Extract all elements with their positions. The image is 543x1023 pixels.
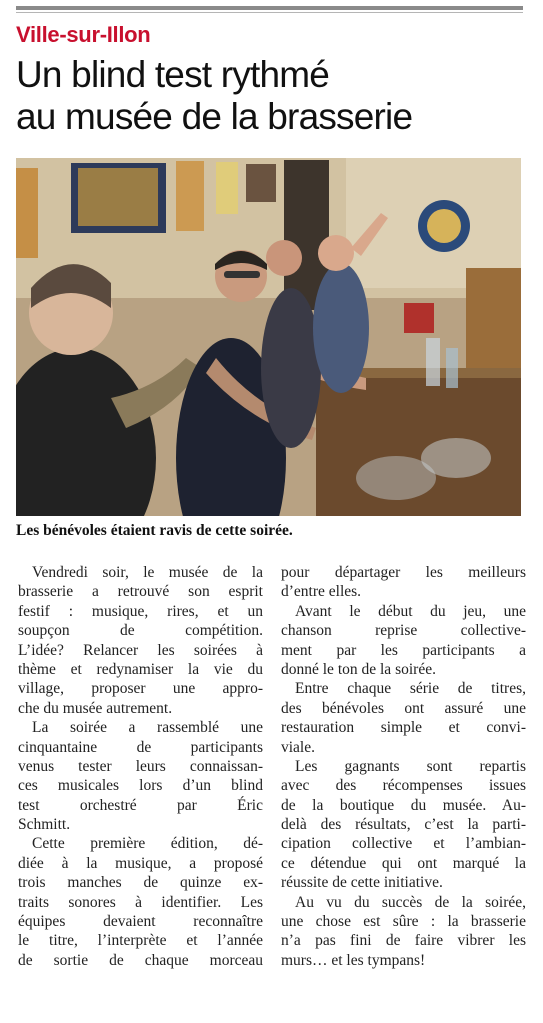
body-line: restauration simple et convi-	[281, 719, 526, 737]
body-line: d’entre elles.	[281, 583, 362, 601]
body-line: ces musicales lors d’un blind	[18, 777, 263, 795]
body-line: L’idée? Relancer les soirées à	[18, 641, 263, 659]
body-line: cipation collective et l’ambian-	[281, 835, 526, 853]
body-line: diée à la musique, a proposé	[18, 854, 263, 872]
body-line: Vendredi soir, le musée de la	[32, 564, 263, 581]
body-line: venus tester leurs connaissan-	[18, 757, 263, 775]
body-line: soupçon de compétition.	[18, 622, 263, 640]
article-photo	[16, 158, 521, 516]
body-line: brasserie a retrouvé son esprit	[18, 583, 263, 601]
body-line: pour départager les meilleurs	[281, 564, 526, 581]
body-line: une chose est sûre : la brasserie	[281, 913, 526, 931]
headline-line-2: au musée de la brasserie	[16, 96, 413, 137]
body-line: village, proposer une appro-	[18, 680, 263, 698]
kicker-location: Ville-sur-Illon	[16, 22, 151, 47]
body-line: Au vu du succès de la soirée,	[295, 893, 526, 911]
body-line: traits sonores à identifier. Les	[18, 893, 263, 911]
body-line: Les gagnants sont repartis	[295, 757, 526, 775]
body-line: avec des récompenses issues	[281, 777, 526, 795]
body-line: thème et redynamiser la vie du	[18, 660, 263, 678]
photo-illustration	[16, 158, 521, 516]
headline	[16, 54, 526, 138]
body-line: Avant le début du jeu, une	[295, 602, 526, 620]
body-line: festif : musique, rires, et un	[18, 602, 263, 620]
body-line: trois manches de quinze ex-	[18, 874, 263, 892]
photo-caption: Les bénévoles étaient ravis de cette soirée.	[16, 522, 293, 539]
body-line: ce détendue qui ont marqué la	[281, 854, 526, 872]
body-line: chanson reprise collective-	[281, 622, 526, 640]
body-line: ment par les participants a	[281, 641, 526, 659]
article-body-right-column	[281, 563, 526, 970]
body-line: Entre chaque série de titres,	[295, 680, 526, 698]
body-line: donné le ton de la soirée.	[281, 660, 436, 678]
body-line: viale.	[281, 738, 315, 756]
top-rule-thin	[16, 12, 523, 13]
body-line: cinquantaine de participants	[18, 738, 263, 756]
headline-line-1: Un blind test rythmé	[16, 54, 330, 95]
top-rule	[16, 6, 523, 10]
body-line: de sortie de chaque morceau	[18, 951, 263, 969]
body-line: delà des résultats, c’est la parti-	[281, 816, 526, 834]
body-line: che du musée autrement.	[18, 699, 173, 717]
body-line: équipes devaient reconnaître	[18, 913, 263, 931]
body-line: des bénévoles ont assuré une	[281, 699, 526, 717]
body-line: Cette première édition, dé-	[32, 835, 263, 853]
body-line: test orchestré par Éric	[18, 796, 263, 814]
body-line: réussite de cette initiative.	[281, 874, 443, 892]
body-line: murs… et les tympans!	[281, 951, 426, 969]
body-line: le titre, l’interprète et l’année	[18, 932, 263, 950]
body-line: n’a pas fini de faire vibrer les	[281, 932, 526, 950]
body-line: La soirée a rassemblé une	[32, 719, 263, 737]
body-line: de la boutique du musée. Au-	[281, 796, 526, 814]
article-body-left-column	[18, 563, 263, 970]
body-line: Schmitt.	[18, 816, 71, 834]
